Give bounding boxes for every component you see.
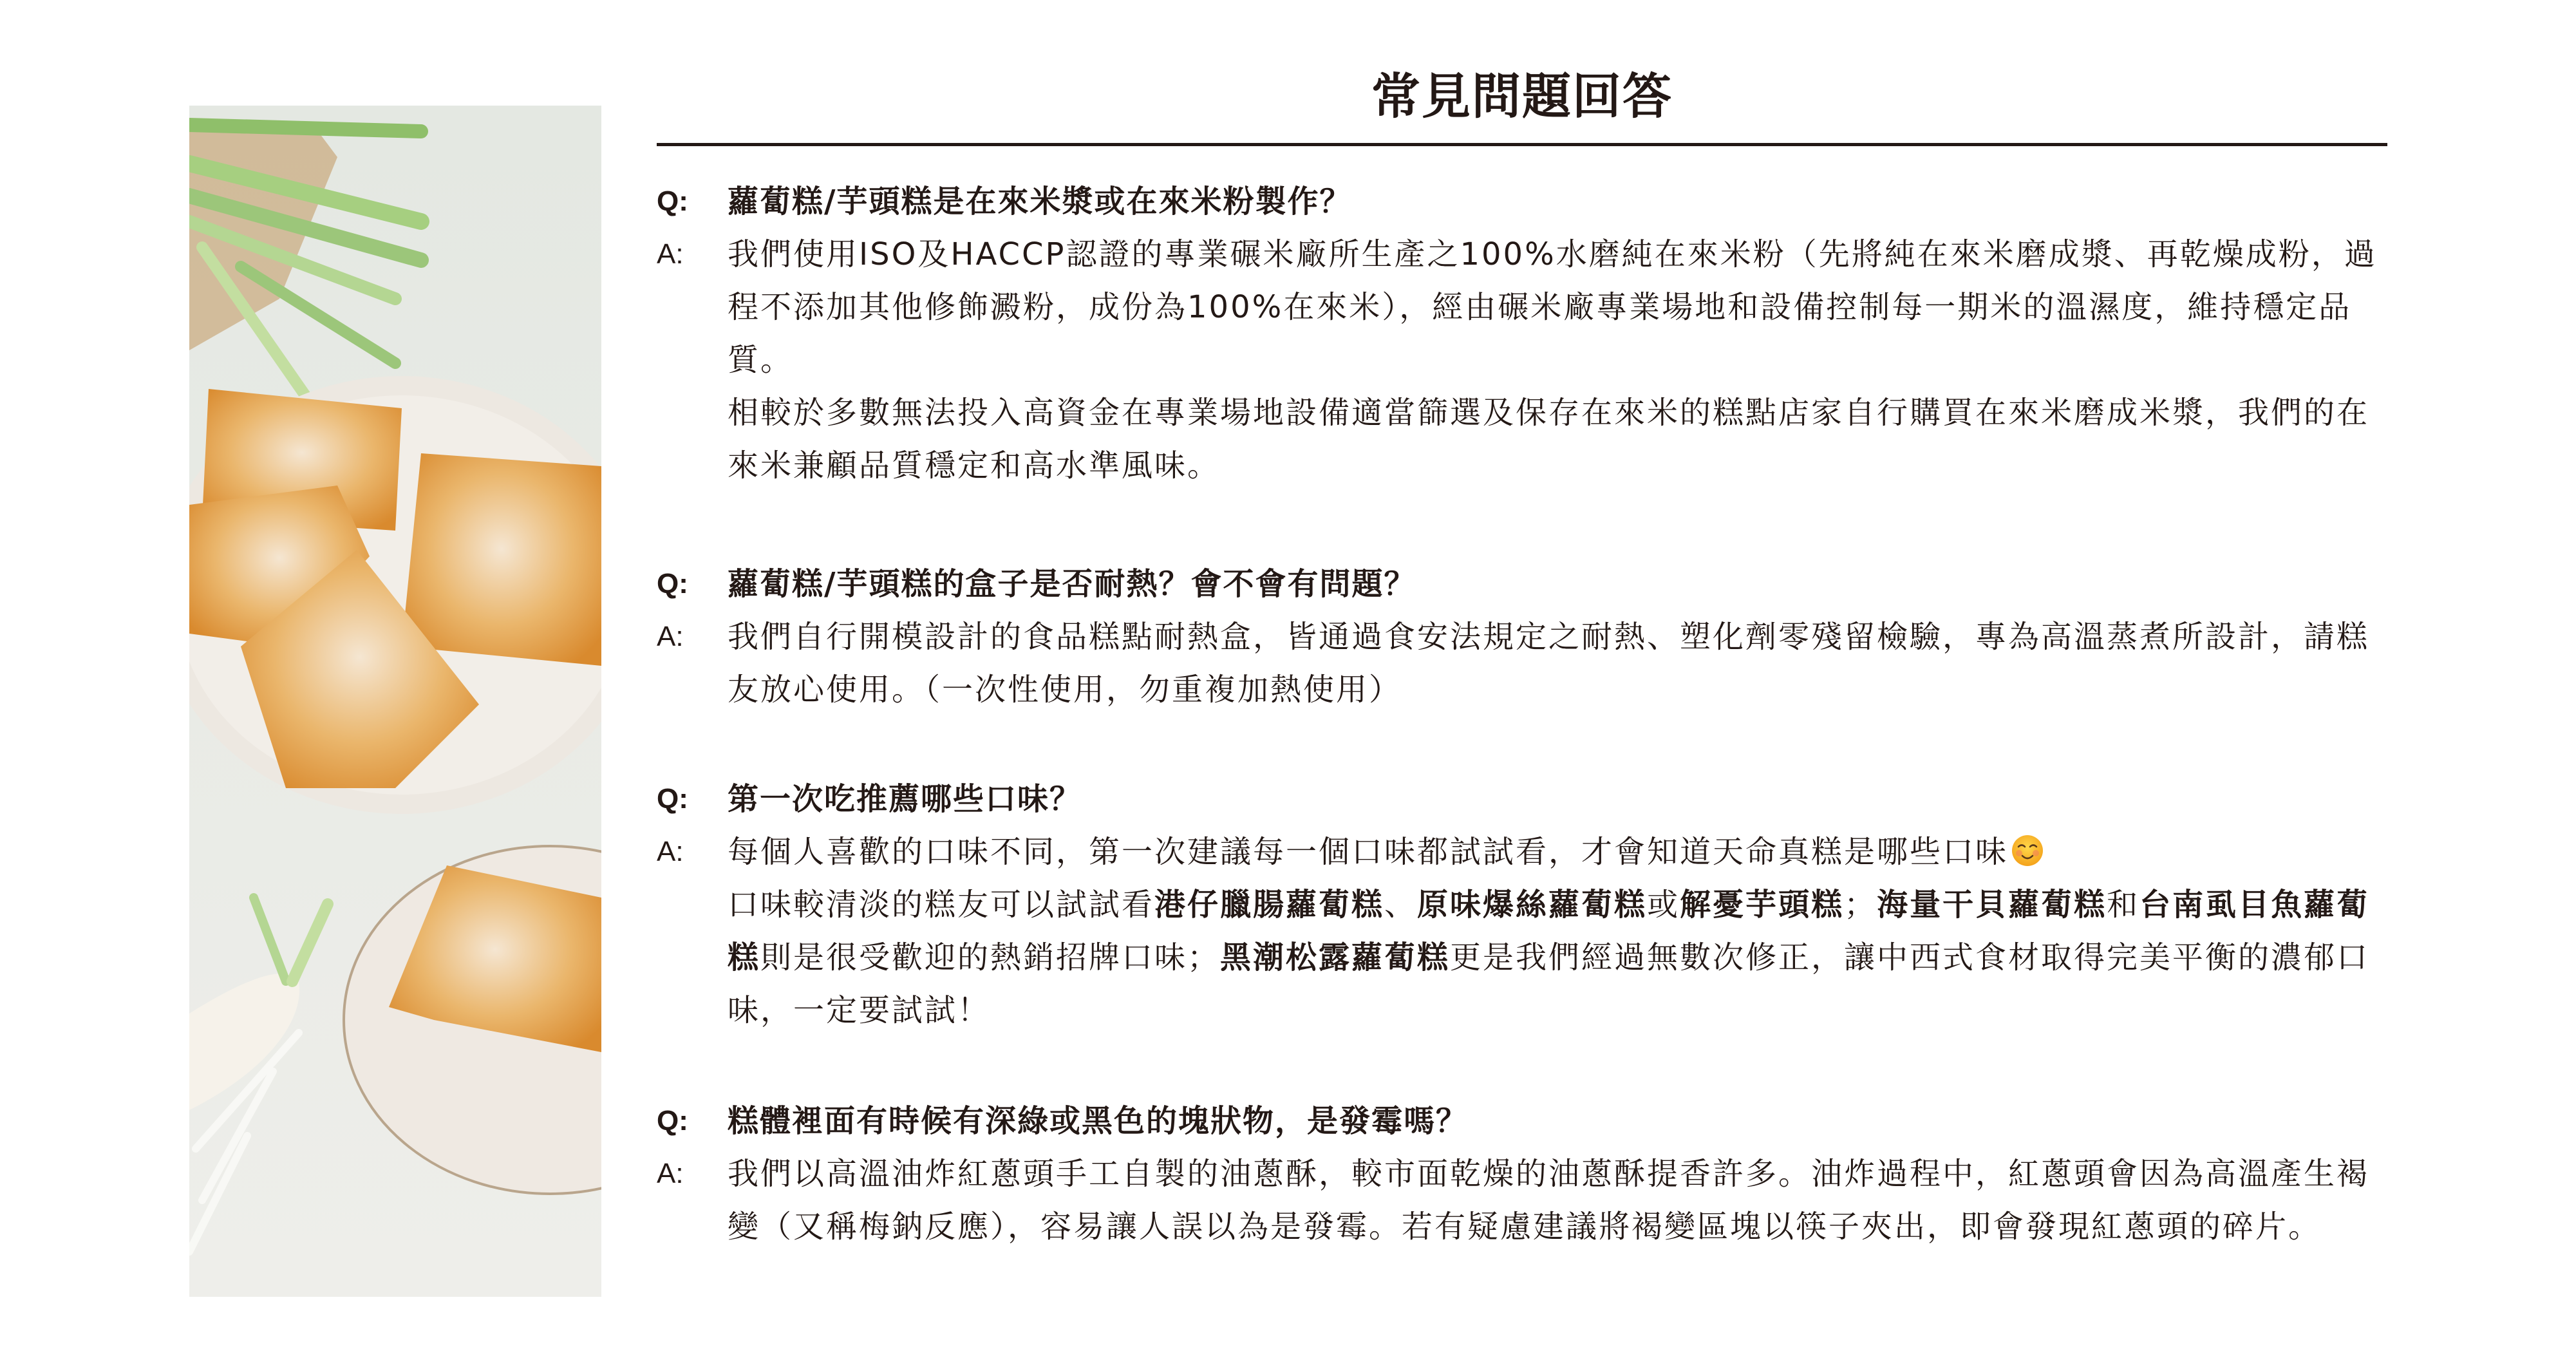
question-label: Q: [657,568,688,599]
answer-text [728,825,2387,1037]
answer-paragraph: 我們自行開模設計的食品糕點耐熱盒，皆通過食安法規定之耐熱、塑化劑零殘留檢驗，專為高溫蒸煮所設計，請糕友放心使用。（一次性使用，勿重複加熱使用） [728,619,2370,708]
answer-segment: 或 [1647,887,1680,923]
answer-label: A: [657,621,684,652]
answer-paragraph: 我們使用ISO及HACCP認證的專業碾米廠所生產之100%水磨純在來米粉（先將純在來米磨成漿、再乾燥成粉，過程不添加其他修飾澱粉，成份為100%在來米），經由碾米廠專業場地和設備控制每一期米的溫濕度，維持穩定品質。 [728,236,2377,378]
answer-paragraph: 我們以高溫油炸紅蔥頭手工自製的油蔥酥，較市面乾燥的油蔥酥提香許多。油炸過程中，紅蔥頭會因為高溫產生褐變（又稱梅鈉反應），容易讓人誤以為是發霉。若有疑慮建議將褐變區塊以筷子夾出，即會發現紅蔥頭的碎片。 [728,1156,2370,1245]
answer-segment: 更是我們經過無數次修正，讓中西式食材取得完美平衡的濃郁口味，一定要試試！ [728,939,2370,1028]
answer-label: A: [657,1158,684,1189]
faq-item [657,1095,2387,1253]
answer-row [657,825,2387,1037]
question-label: Q: [657,185,688,217]
answer-segment: 和 [2107,887,2140,923]
question-row [657,175,2387,228]
answer-segment: 、 [1384,887,1418,923]
faq-item [657,773,2387,1037]
answer-segment: ； [1844,887,1877,923]
answer-text [728,228,2387,492]
answer-row [657,228,2387,492]
question-text: 蘿蔔糕/芋頭糕的盒子是否耐熱？會不會有問題？ [728,566,1416,602]
page-title: 常見問題回答 [1371,68,1673,125]
answer-paragraph [728,878,2387,1037]
flavor-highlight: 港仔臘腸蘿蔔糕 [1154,887,1385,923]
answer-paragraph: 相較於多數無法投入高資金在專業場地設備適當篩選及保存在來米的糕點店家自行購買在來米磨成米漿，我們的在來米兼顧品質穩定和高水準風味。 [728,395,2370,484]
answer-segment: 則是很受歡迎的熱銷招牌口味； [760,939,1221,976]
product-photo [189,106,601,1297]
title-divider [657,143,2387,146]
question-text: 第一次吃推薦哪些口味？ [728,781,1082,817]
answer-label: A: [657,836,684,867]
faq-item [657,558,2387,716]
answer-row [657,1147,2387,1253]
question-text: 蘿蔔糕/芋頭糕是在來米漿或在來米粉製作？ [728,184,1352,220]
answer-paragraph [728,825,2387,878]
question-text: 糕體裡面有時候有深綠或黑色的塊狀物，是發霉嗎？ [728,1103,1469,1139]
question-label: Q: [657,1105,688,1136]
faq-item [657,175,2387,492]
flavor-highlight: 台南虱目魚蘿蔔糕 [728,887,2370,976]
answer-text [728,610,2387,716]
flavor-highlight: 解憂芋頭糕 [1680,887,1845,923]
answer-row [657,610,2387,716]
question-row [657,558,2387,610]
flavor-highlight: 黑潮松露蘿蔔糕 [1220,939,1451,976]
question-label: Q: [657,783,688,815]
answer-segment: 口味較清淡的糕友可以試試看 [728,887,1155,923]
question-row [657,1095,2387,1147]
flavor-highlight: 海量干貝蘿蔔糕 [1877,887,2107,923]
answer-segment: 每個人喜歡的口味不同，第一次建議每一個口味都試試看，才會知道天命真糕是哪些口味 [728,834,2009,870]
radish-cake-photo [189,106,601,1297]
smiling-face-icon [2011,831,2044,864]
flavor-highlight: 原味爆絲蘿蔔糕 [1417,887,1648,923]
answer-label: A: [657,238,684,270]
answer-text [728,1147,2387,1253]
question-row [657,773,2387,825]
